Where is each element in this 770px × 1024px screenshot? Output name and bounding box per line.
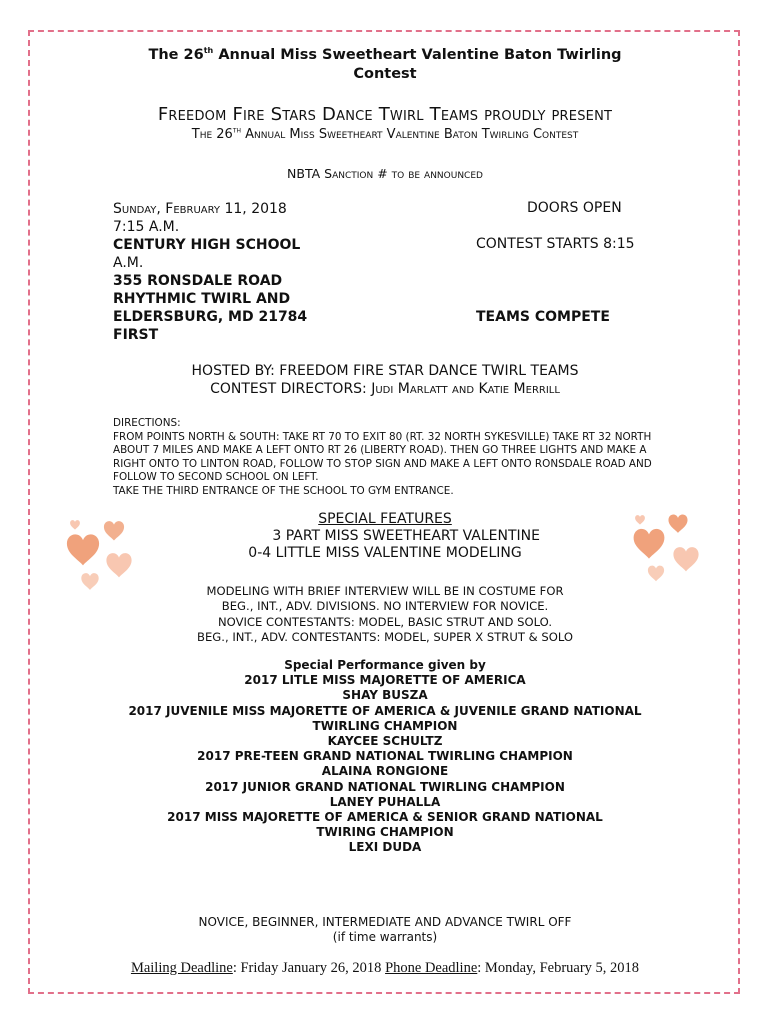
event-road: 355 RONSDALE ROAD: [113, 273, 283, 289]
hosted-by: HOSTED BY: FREEDOM FIRE STAR DANCE TWIRL TEAMS CONTEST DIRECTORS: Judi Marlatt and Katie Merrill: [191, 363, 579, 397]
presenter-line: Freedom Fire Stars Dance Twirl Teams proudly present: [157, 104, 613, 125]
page-title: The 26th Annual Miss Sweetheart Valentine Baton Twirling Contest: [148, 46, 622, 82]
special-feature-item: 3 PART MISS SWEETHEART VALENTINE: [272, 528, 540, 544]
mailing-deadline-value: : Friday January 26, 2018: [232, 960, 386, 976]
event-details: [113, 200, 373, 344]
event-time: 7:15 A.M.: [113, 219, 180, 235]
directions-text: FROM POINTS NORTH & SOUTH: TAKE RT 70 TO EXIT 80 (RT. 32 NORTH SYKESVILLE) TAKE RT 32 NORTH ABOUT 7 MILES AND MAKE A LEFT ONTO RT 26 (LIBERTY ROAD). THEN GO THREE LIGHTS AND MAKE A RIGHT ONTO TO LINTON ROAD, FOLLOW TO STOP SIGN AND MAKE A LEFT ONTO RONSDALE ROAD AND FOLLOW TO SECOND SCHOOL ON LEFT.: [113, 430, 652, 484]
heart-icon: [81, 573, 98, 590]
phone-deadline-label: Phone Deadline: [385, 960, 478, 976]
heart-icon: [634, 529, 665, 559]
nbta-sanction: NBTA Sanction # to be announced: [287, 166, 483, 181]
mailing-deadline-label: Mailing Deadline: [130, 960, 233, 976]
teams-compete: TEAMS COMPETE: [476, 309, 610, 325]
special-features: [230, 511, 540, 562]
directions: [113, 417, 673, 499]
doors-open: DOORS OPEN: [527, 200, 622, 216]
special-feature-item: 0-4 LITTLE MISS VALENTINE MODELING: [248, 545, 522, 561]
twirl-off-note: NOVICE, BEGINNER, INTERMEDIATE AND ADVANCE TWIRL OFF (if time warrants): [198, 915, 572, 944]
heart-icon: [635, 515, 645, 524]
event-date: Sunday, February 11, 2018: [113, 201, 287, 217]
event-city: ELDERSBURG, MD 21784: [113, 309, 308, 325]
directions-label: DIRECTIONS:: [113, 417, 181, 429]
modeling-info: MODELING WITH BRIEF INTERVIEW WILL BE IN COSTUME FOR BEG., INT., ADV. DIVISIONS. NO INTERVIEW FOR NOVICE. NOVICE CONTESTANTS: MODEL, BASIC STRUT AND SOLO. BEG., INT., ADV. CONTESTANTS: MODEL, SUPER X STRUT & SOLO: [197, 584, 573, 645]
event-venue: CENTURY HIGH SCHOOL: [113, 237, 301, 253]
heart-icon: [70, 520, 80, 529]
event-first: FIRST: [113, 327, 159, 343]
contest-name-line: The 26th Annual Miss Sweetheart Valentine Baton Twirling Contest: [191, 125, 579, 142]
contest-starts: CONTEST STARTS 8:15: [476, 236, 635, 252]
heart-icon: [673, 547, 698, 571]
directions-entrance: TAKE THE THIRD ENTRANCE OF THE SCHOOL TO GYM ENTRANCE.: [113, 484, 454, 497]
deadlines: [60, 960, 710, 977]
special-performance: Special Performance given by 2017 LITLE MISS MAJORETTE OF AMERICA SHAY BUSZA 2017 JUVENILE MISS MAJORETTE OF AMERICA & JUVENILE GRAND NATIONAL TWIRLING CHAMPION KAYCEE SCHULTZ 2017 PRE-TEEN GRAND NATIONAL TWIRLING CHAMPION ALAINA RONGIONE 2017 JUNIOR GRAND NATIONAL TWIRLING CHAMPION LANEY PUHALLA 2017 MISS MAJORETTE OF AMERICA & SENIOR GRAND NATIONAL TWIRING CHAMPION LEXI DUDA: [128, 658, 642, 855]
phone-deadline-value: : Monday, February 5, 2018: [477, 960, 640, 976]
heart-icon: [106, 553, 131, 577]
event-am: A.M.: [113, 255, 144, 271]
special-features-heading: SPECIAL FEATURES: [318, 511, 452, 527]
event-rhythmic: RHYTHMIC TWIRL AND: [113, 291, 291, 307]
heart-icon: [648, 566, 664, 582]
heart-icon: [668, 515, 687, 533]
heart-icon: [104, 521, 124, 540]
heart-icon: [67, 534, 99, 565]
